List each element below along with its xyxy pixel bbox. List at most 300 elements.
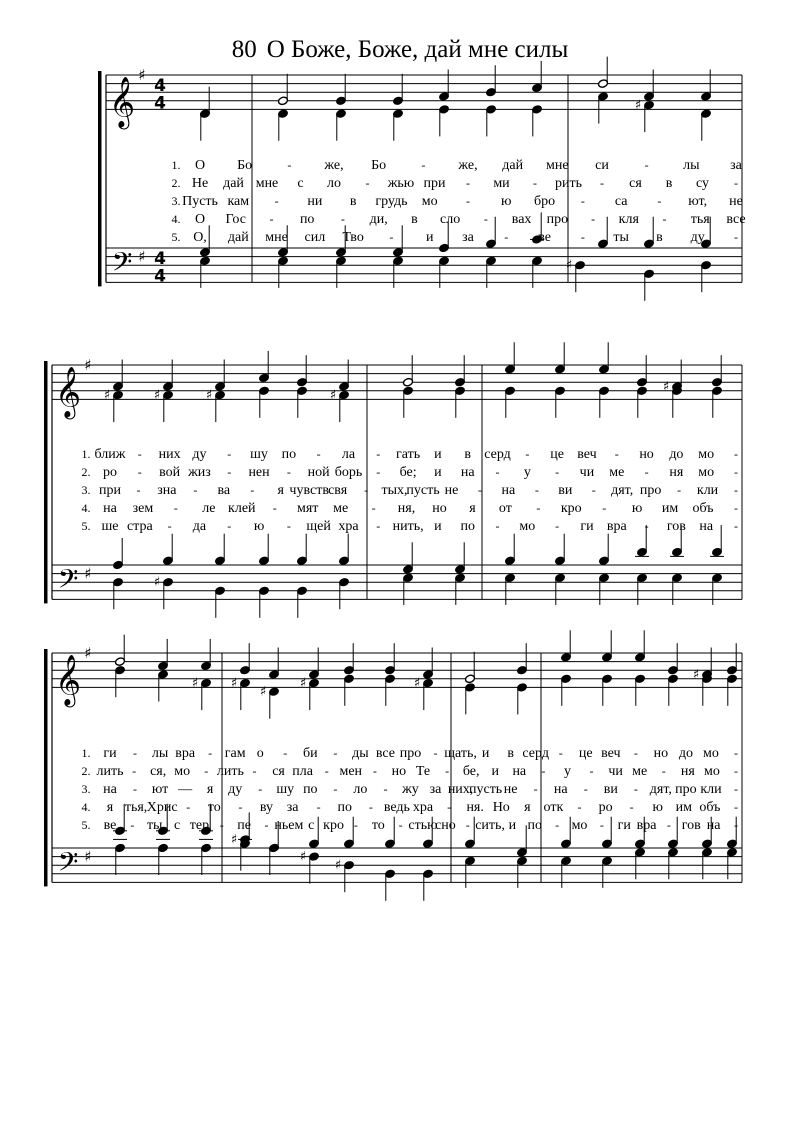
- lyric-syllable: Бо: [237, 158, 253, 173]
- lyric-hyphen: -: [644, 519, 649, 533]
- lyric-syllable: Хрис: [146, 800, 178, 815]
- soprano-note: [505, 342, 516, 374]
- lyric-syllable: да: [192, 519, 207, 534]
- lyric-syllable: сить,: [475, 818, 505, 833]
- verse-number: 5.: [171, 230, 181, 244]
- lyric-syllable: но: [391, 764, 407, 779]
- lyric-hyphen: -: [734, 176, 738, 190]
- lyric-syllable: дай: [227, 230, 249, 245]
- lyric-syllable: ми: [493, 176, 510, 191]
- treble-clef-icon: 𝄞: [54, 654, 82, 706]
- alto-note: [423, 678, 434, 710]
- lyric-syllable: им: [675, 800, 693, 815]
- lyric-hyphen: -: [633, 746, 638, 760]
- lyric-hyphen: -: [368, 800, 373, 814]
- lyric-syllable: и: [508, 818, 517, 833]
- lyric-syllable: стра: [126, 519, 153, 534]
- sharp-icon: ♯: [191, 676, 199, 692]
- lyric-syllable: ня,: [397, 501, 416, 516]
- lyric-hyphen: -: [137, 447, 142, 461]
- lyric-syllable: по: [527, 818, 543, 833]
- lyric-hyphen: -: [376, 465, 381, 479]
- verse-number: 3.: [171, 194, 181, 208]
- lyric-syllable: за: [429, 782, 442, 797]
- lyric-syllable: ме: [609, 465, 625, 480]
- bass-note: [115, 843, 126, 875]
- lyric-syllable: мо: [421, 194, 438, 209]
- lyric-syllable: сло: [440, 212, 461, 227]
- lyric-hyphen: -: [376, 519, 381, 533]
- lyric-hyphen: -: [465, 818, 470, 832]
- lyric-syllable: не: [503, 782, 518, 797]
- lyric-hyphen: -: [447, 800, 452, 814]
- lyric-syllable: на: [501, 483, 516, 498]
- lyric-syllable: чи: [579, 465, 595, 480]
- soprano-note: [339, 360, 350, 392]
- lyric-syllable: ной: [307, 465, 330, 480]
- lyric-syllable: грудь: [375, 194, 408, 209]
- lyric-hyphen: -: [734, 800, 738, 814]
- sharp-icon: ♯: [230, 832, 238, 848]
- lyric-syllable: дай: [223, 176, 244, 191]
- alto-note: [517, 683, 528, 715]
- alto-note: [635, 674, 646, 706]
- alto-note: [672, 386, 683, 418]
- verse-number: 3.: [81, 483, 91, 497]
- lyric-syllable: на: [103, 782, 117, 797]
- lyric-hyphen: -: [555, 818, 560, 832]
- lyric-syllable: пла: [292, 764, 313, 779]
- alto-note: [455, 386, 466, 418]
- lyric-syllable: Тво: [342, 230, 364, 245]
- lyric-syllable: мне: [265, 230, 288, 245]
- lyric-hyphen: -: [580, 230, 585, 244]
- lyric-syllable: ты: [146, 818, 163, 833]
- lyric-hyphen: -: [591, 483, 596, 497]
- sharp-icon: ♯: [299, 676, 307, 692]
- lyric-syllable: зем: [132, 501, 154, 516]
- alto-note: [465, 683, 476, 715]
- sharp-icon: ♯: [84, 356, 92, 374]
- lyric-syllable: щей: [306, 519, 331, 534]
- lyric-syllable: кро: [323, 818, 344, 833]
- lyric-hyphen: -: [433, 746, 438, 760]
- lyric-syllable: все: [726, 212, 746, 227]
- lyric-hyphen: -: [734, 764, 738, 778]
- lyric-syllable: до: [669, 447, 684, 462]
- lyric-syllable: за: [286, 800, 299, 815]
- alto-note: [532, 105, 543, 137]
- lyric-syllable: кли: [696, 483, 719, 498]
- lyric-hyphen: -: [734, 782, 738, 796]
- lyric-syllable: пусть: [468, 782, 503, 797]
- treble-clef-icon: 𝄞: [108, 76, 136, 128]
- lyric-syllable: кро: [560, 501, 582, 516]
- lyric-hyphen: -: [227, 519, 232, 533]
- lyric-syllable: мо: [571, 818, 588, 833]
- sharp-icon: ♯: [662, 379, 670, 395]
- lyric-hyphen: -: [600, 176, 604, 190]
- lyric-syllable: щать,: [444, 746, 477, 761]
- soprano-note: [215, 360, 226, 392]
- verse-number: 1.: [81, 746, 91, 760]
- lyric-syllable: ло: [327, 176, 341, 191]
- lyric-hyphen: -: [734, 519, 738, 533]
- lyric-syllable: ды: [352, 746, 369, 761]
- lyric-hyphen: -: [644, 465, 649, 479]
- lyric-syllable: серд: [522, 746, 549, 761]
- lyric-syllable: мо: [698, 447, 715, 462]
- lyric-syllable: по: [281, 447, 297, 462]
- soprano-note: [702, 648, 713, 680]
- lyric-hyphen: -: [208, 746, 213, 760]
- tenor-note: [598, 217, 609, 249]
- alto-note: [637, 386, 648, 418]
- lyric-syllable: ю: [652, 800, 663, 815]
- lyric-hyphen: -: [286, 519, 291, 533]
- lyric-syllable: нить,: [392, 519, 424, 534]
- lyric-syllable: лить: [216, 764, 244, 779]
- bass-note: [712, 573, 723, 605]
- lyric-hyphen: -: [372, 764, 377, 778]
- lyric-syllable: би: [303, 746, 318, 761]
- lyric-hyphen: -: [734, 465, 738, 479]
- lyric-syllable: ся: [272, 764, 285, 779]
- lyric-syllable: О: [194, 212, 206, 227]
- tenor-note: [455, 542, 466, 574]
- alto-note: [113, 390, 124, 422]
- lyric-syllable: Бо: [371, 158, 387, 173]
- lyric-syllable: пусть: [406, 483, 440, 498]
- lyric-syllable: кам: [227, 194, 250, 209]
- lyric-syllable: при: [99, 483, 121, 498]
- bass-note: [532, 256, 543, 288]
- lyric-syllable: Но: [492, 800, 510, 815]
- lyric-syllable: мен: [339, 764, 363, 779]
- lyric-syllable: объ: [692, 501, 714, 516]
- soprano-note: [555, 342, 566, 374]
- lyric-syllable: жью: [387, 176, 415, 191]
- lyric-hyphen: -: [533, 176, 537, 190]
- lyric-hyphen: -: [533, 782, 538, 796]
- lyric-syllable: ня.: [466, 800, 484, 815]
- lyric-hyphen: -: [662, 212, 667, 226]
- bass-note: [465, 856, 476, 888]
- lyric-syllable: у: [563, 764, 571, 779]
- bass-note: [637, 573, 648, 605]
- verse-number: 3.: [81, 782, 91, 796]
- lyric-hyphen: -: [534, 483, 539, 497]
- lyric-syllable: свя: [328, 483, 348, 498]
- lyric-syllable: не: [444, 483, 459, 498]
- lyric-syllable: мо: [698, 465, 715, 480]
- lyric-syllable: гам: [224, 746, 246, 761]
- lyric-syllable: лить: [96, 764, 124, 779]
- lyric-hyphen: -: [272, 501, 277, 515]
- lyric-syllable: тья: [690, 212, 710, 227]
- lyric-syllable: О: [194, 158, 206, 173]
- lyric-syllable: я: [277, 483, 284, 498]
- lyric-syllable: тья,: [124, 800, 148, 815]
- lyric-hyphen: -: [633, 782, 638, 796]
- lyric-syllable: на: [553, 782, 568, 797]
- alto-note: [598, 92, 609, 124]
- hymn-title-text: О Боже, Боже, дай мне силы: [266, 36, 569, 63]
- lyric-hyphen: -: [132, 764, 137, 778]
- soprano-note: [602, 630, 613, 662]
- lyric-syllable: гать: [396, 447, 421, 462]
- lyric-syllable: чи: [608, 764, 623, 779]
- lyric-syllable: о: [256, 746, 264, 761]
- alto-note: [505, 386, 516, 418]
- lyric-syllable: ме: [333, 501, 349, 516]
- alto-note: [115, 665, 126, 697]
- lyric-hyphen: -: [219, 818, 224, 832]
- lyric-syllable: дят,: [649, 782, 672, 797]
- bass-note: [269, 843, 280, 875]
- lyric-syllable: ве: [538, 230, 551, 245]
- lyric-syllable: по: [303, 782, 318, 797]
- lyric-syllable: на: [512, 764, 527, 779]
- lyric-syllable: чувств: [289, 483, 329, 498]
- lyric-hyphen: -: [238, 800, 243, 814]
- bass-clef-icon: 𝄢: [57, 562, 79, 601]
- lyric-hyphen: -: [541, 764, 546, 778]
- alto-note: [158, 670, 169, 702]
- alto-note: [403, 386, 414, 418]
- lyric-hyphen: -: [340, 212, 345, 226]
- tenor-note: [113, 538, 124, 570]
- bass-note: [423, 869, 434, 901]
- tenor-note: [517, 825, 528, 857]
- lyric-hyphen: -: [734, 447, 738, 461]
- alto-note: [339, 390, 350, 422]
- alto-note: [727, 674, 738, 706]
- lyric-syllable: дят,: [611, 483, 634, 498]
- lyric-hyphen: -: [258, 782, 263, 796]
- soprano-note: [668, 643, 679, 675]
- bass-note: [403, 573, 414, 605]
- lyric-hyphen: -: [333, 782, 338, 796]
- lyric-syllable: ду: [228, 782, 243, 797]
- lyric-hyphen: -: [136, 483, 141, 497]
- lyric-hyphen: -: [677, 483, 682, 497]
- verse-number: 2.: [171, 176, 181, 190]
- verse-number: 1.: [171, 158, 181, 172]
- lyric-syllable: в: [411, 212, 418, 227]
- lyric-syllable: по: [299, 212, 315, 227]
- bass-note: [336, 256, 347, 288]
- bass-note: [278, 256, 289, 288]
- tenor-note: [339, 534, 350, 566]
- lyric-syllable: ги: [617, 818, 631, 833]
- verse-number: 2.: [81, 764, 91, 778]
- bass-clef-icon: 𝄢: [111, 245, 133, 284]
- lyric-syllable: них: [158, 447, 181, 462]
- lyric-syllable: и: [425, 230, 434, 245]
- lyric-syllable: хра: [412, 800, 434, 815]
- lyric-syllable: и: [491, 764, 499, 779]
- alto-note: [309, 678, 320, 710]
- lyric-hyphen: -: [583, 782, 588, 796]
- alto-note: [702, 674, 713, 706]
- lyric-syllable: це: [550, 447, 565, 462]
- lyric-syllable: за: [730, 158, 742, 173]
- lyric-syllable: жу: [402, 782, 419, 797]
- lyric-syllable: я: [206, 782, 214, 797]
- lyric-syllable: я: [524, 800, 531, 815]
- soprano-note: [701, 70, 712, 102]
- lyric-hyphen: -: [629, 800, 634, 814]
- soprano-note: [336, 74, 347, 106]
- verse-number: 2.: [81, 465, 91, 479]
- lyric-syllable: зна: [157, 483, 177, 498]
- soprano-note: [599, 342, 610, 374]
- lyric-syllable: ше: [101, 519, 119, 534]
- sharp-icon: ♯: [334, 858, 342, 874]
- sharp-icon: ♯: [153, 388, 161, 404]
- soprano-note: [393, 74, 404, 106]
- lyric-syllable: и: [434, 447, 442, 462]
- lyric-hyphen: -: [466, 194, 470, 208]
- lyric-hyphen: -: [287, 158, 292, 172]
- lyric-syllable: ди,: [369, 212, 388, 227]
- lyric-hyphen: -: [353, 818, 358, 832]
- lyric-syllable: от: [498, 501, 512, 516]
- treble-clef-icon: 𝄞: [54, 366, 82, 418]
- soprano-note: [201, 639, 212, 671]
- lyric-syllable: с: [297, 176, 304, 191]
- lyric-syllable: но: [653, 746, 669, 761]
- lyric-hyphen: -: [398, 818, 403, 832]
- lyric-syllable: ют: [151, 782, 169, 797]
- soprano-note: [465, 652, 476, 684]
- lyric-hyphen: -: [661, 764, 666, 778]
- lyric-syllable: ю: [631, 501, 643, 516]
- lyric-hyphen: -: [504, 230, 509, 244]
- soprano-note: [455, 355, 466, 387]
- lyric-syllable: ви: [558, 483, 573, 498]
- lyric-syllable: сил: [304, 230, 326, 245]
- lyric-syllable: ведь: [383, 800, 410, 815]
- lyric-syllable: бе,: [462, 764, 480, 779]
- lyric-hyphen: -: [250, 483, 255, 497]
- sharp-icon: ♯: [692, 667, 700, 683]
- tenor-note: [259, 534, 270, 566]
- alto-note: [240, 678, 251, 710]
- lyric-syllable: лы: [683, 158, 700, 173]
- lyric-hyphen: -: [483, 212, 488, 226]
- lyric-syllable: мят: [296, 501, 319, 516]
- alto-note: [712, 386, 723, 418]
- lyric-syllable: в: [665, 176, 673, 191]
- lyric-syllable: то: [371, 818, 385, 833]
- system-bracket: [44, 361, 48, 603]
- lyric-hyphen: -: [734, 501, 738, 515]
- lyric-hyphen: -: [167, 519, 172, 533]
- lyric-syllable: си: [595, 158, 609, 173]
- bass-note: [486, 256, 497, 288]
- lyric-syllable: Пусть: [182, 194, 218, 209]
- soprano-note: [297, 355, 308, 387]
- soprano-note: [240, 643, 251, 675]
- bass-note: [200, 256, 211, 288]
- lyric-syllable: са: [614, 194, 628, 209]
- sharp-icon: ♯: [138, 66, 146, 84]
- sharp-icon: ♯: [138, 247, 146, 266]
- lyric-syllable: я: [469, 501, 476, 516]
- lyric-syllable: на: [103, 501, 117, 516]
- tenor-note: [644, 217, 655, 249]
- lyric-syllable: ньем: [274, 818, 304, 833]
- hymn-number: 80: [231, 36, 257, 63]
- lyric-hyphen: -: [193, 483, 198, 497]
- bass-note: [439, 256, 450, 288]
- lyric-syllable: ро: [103, 465, 117, 480]
- lyric-hyphen: -: [577, 800, 582, 814]
- alto-note: [602, 674, 613, 706]
- bass-note: [505, 573, 516, 605]
- bass-note: [158, 843, 169, 875]
- sharp-icon: ♯: [329, 388, 337, 404]
- lyric-syllable: ют,: [688, 194, 708, 209]
- lyric-syllable: по: [337, 800, 352, 815]
- lyric-syllable: за: [462, 230, 474, 245]
- lyric-hyphen: -: [137, 465, 142, 479]
- tenor-note: [599, 534, 610, 566]
- lyric-hyphen: -: [666, 818, 671, 832]
- lyric-hyphen: -: [173, 501, 178, 515]
- bass-note: [672, 573, 683, 605]
- lyric-syllable: вой: [159, 465, 181, 480]
- bass-note: [339, 577, 350, 609]
- bass-note: [635, 848, 646, 880]
- lyric-syllable: мо: [703, 764, 720, 779]
- alto-note: [336, 109, 347, 141]
- bass-note: [701, 260, 712, 292]
- sharp-icon: ♯: [634, 98, 642, 114]
- lyric-syllable: Не: [191, 176, 209, 191]
- lyric-syllable: веч: [577, 447, 597, 462]
- verse-number: 5.: [81, 818, 91, 832]
- lyric-syllable: и: [434, 465, 442, 480]
- time-signature-denominator: 4: [154, 266, 166, 287]
- time-signature-denominator: 4: [154, 93, 166, 114]
- lyric-syllable: объ: [699, 800, 721, 815]
- lyric-syllable: про: [546, 212, 569, 227]
- time-signature-numerator: 4: [154, 249, 166, 270]
- tenor-note: [344, 817, 355, 849]
- lyric-syllable: про: [639, 483, 662, 498]
- verse-number: 5.: [81, 519, 91, 533]
- soprano-note: [113, 360, 124, 392]
- lyric-syllable: ду: [192, 447, 207, 462]
- lyric-syllable: ся: [629, 176, 642, 191]
- lyric-hyphen: -: [555, 519, 560, 533]
- lyric-syllable: шу: [250, 447, 268, 462]
- lyric-hyphen: -: [333, 746, 338, 760]
- lyric-syllable: жиз: [188, 465, 211, 480]
- lyric-hyphen: -: [274, 194, 279, 208]
- lyric-hyphen: -: [204, 764, 209, 778]
- lyric-syllable: дай: [502, 158, 524, 173]
- lyric-hyphen: -: [130, 818, 135, 832]
- lyric-syllable: про: [399, 746, 422, 761]
- lyric-syllable: ня: [669, 465, 684, 480]
- lyric-syllable: борь: [334, 465, 363, 480]
- verse-number: 4.: [81, 501, 91, 515]
- lyric-syllable: при: [423, 176, 446, 191]
